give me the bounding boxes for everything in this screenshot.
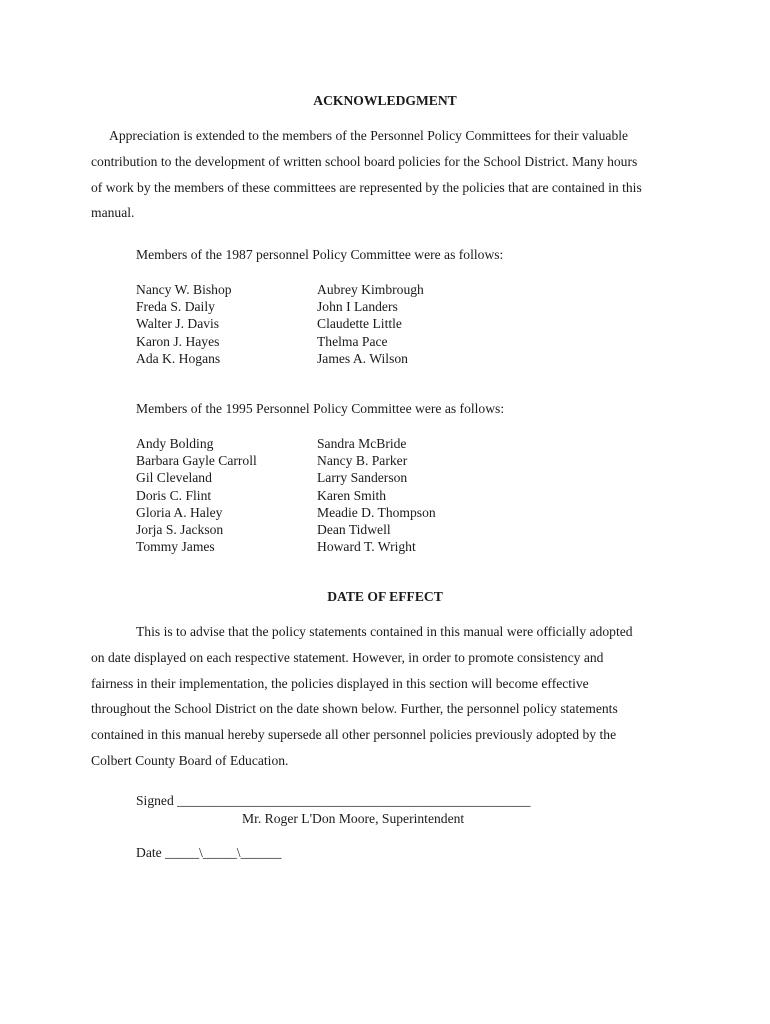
member-name: Nancy W. Bishop (136, 282, 232, 297)
member-name: Howard T. Wright (317, 539, 416, 555)
name-row (136, 435, 536, 452)
name-row (136, 333, 536, 350)
member-name: Gil Cleveland (136, 470, 212, 486)
date-of-effect-paragraph (91, 619, 691, 774)
member-name: Barbara Gayle Carroll (136, 453, 257, 469)
paragraph-line: on date displayed on each respective statement. However, in order to promote consistency and (91, 649, 604, 665)
member-name: Ada K. Hogans (136, 350, 221, 366)
name-row (136, 504, 536, 521)
member-name: John I Landers (317, 299, 398, 315)
signer-name: Mr. Roger L'Don Moore, Superintendent (242, 811, 465, 826)
name-row (136, 350, 536, 367)
paragraph-line: Colbert County Board of Education. (91, 752, 289, 768)
signature-line: Signed ____________________________________________________ (136, 793, 531, 808)
acknowledgment-heading: ACKNOWLEDGMENT (313, 93, 457, 108)
acknowledgment-paragraph (91, 123, 691, 226)
member-name: Karon J. Hayes (136, 333, 220, 349)
name-row (136, 521, 536, 538)
member-name: Freda S. Daily (136, 299, 215, 315)
member-name: Claudette Little (317, 316, 402, 332)
date-line: Date _____\_____\______ (136, 845, 282, 860)
member-name: Larry Sanderson (317, 470, 408, 486)
name-row (136, 469, 536, 486)
member-name: Aubrey Kimbrough (317, 282, 424, 297)
name-row (136, 298, 536, 315)
name-row (136, 315, 536, 332)
paragraph-line: contribution to the development of written school board policies for the School District. Many hours (91, 153, 638, 169)
member-name: Tommy James (136, 539, 215, 555)
paragraph-line: of work by the members of these committees are represented by the policies that are contained in this (91, 179, 642, 195)
member-name: Walter J. Davis (136, 316, 220, 332)
member-name: Thelma Pace (317, 333, 388, 349)
name-row (136, 538, 536, 555)
name-row (136, 487, 536, 504)
paragraph-line: This is to advise that the policy statements contained in this manual were officially adopted (136, 624, 633, 639)
paragraph-line: manual. (91, 205, 135, 221)
name-row (136, 281, 536, 298)
name-row (136, 452, 536, 469)
member-name: Dean Tidwell (317, 521, 391, 537)
paragraph-line: throughout the School District on the date shown below. Further, the personnel policy statements (91, 701, 618, 717)
member-name: Doris C. Flint (136, 487, 212, 503)
member-name: Karen Smith (317, 487, 387, 503)
member-name: Sandra McBride (317, 436, 407, 451)
date-of-effect-heading: DATE OF EFFECT (327, 589, 443, 604)
paragraph-line: Appreciation is extended to the members of the Personnel Policy Committees for their valuable (109, 128, 629, 143)
paragraph-line: contained in this manual hereby supersede all other personnel policies previously adopted by the (91, 727, 617, 743)
member-name: Nancy B. Parker (317, 453, 408, 469)
committee-1995-list (136, 435, 536, 555)
committee-1987-list (136, 281, 536, 367)
committee-1987-intro: Members of the 1987 personnel Policy Committee were as follows: (136, 247, 504, 262)
committee-1995-intro: Members of the 1995 Personnel Policy Committee were as follows: (136, 401, 505, 416)
member-name: Jorja S. Jackson (136, 521, 224, 537)
member-name: Gloria A. Haley (136, 504, 223, 520)
member-name: Andy Bolding (136, 436, 214, 451)
member-name: Meadie D. Thompson (317, 504, 436, 520)
member-name: James A. Wilson (317, 350, 408, 366)
paragraph-line: fairness in their implementation, the policies displayed in this section will become effective (91, 675, 589, 691)
